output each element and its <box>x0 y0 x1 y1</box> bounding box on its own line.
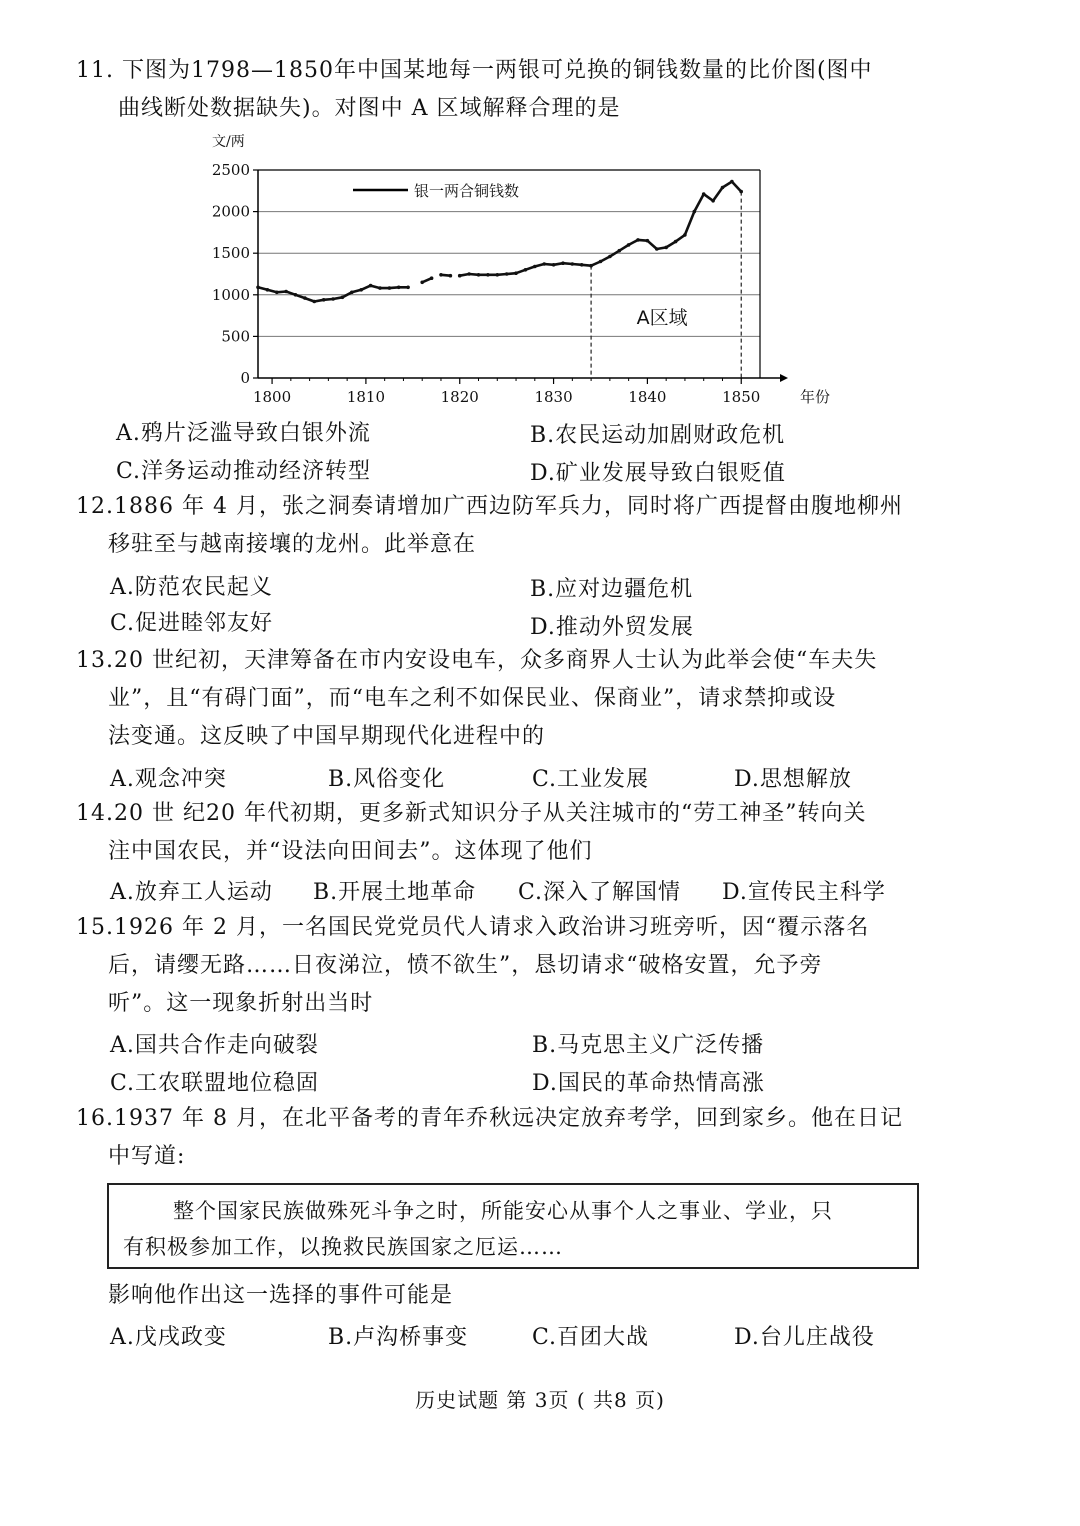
q16-stem-line1: 16.1937 年 8 月，在北平备考的青年乔秋远决定放弃考学，回到家乡。他在日记 <box>76 1106 903 1131</box>
y-tick-label: 2000 <box>211 202 250 221</box>
q14-stem-line2: 注中国农民，并“设法向田间去”。这体现了他们 <box>108 839 593 864</box>
data-point <box>275 291 279 295</box>
x-tick-label: 1820 <box>440 388 479 406</box>
data-point <box>542 262 546 266</box>
q15-option-c[interactable]: C.工农联盟地位稳固 <box>110 1071 320 1096</box>
region-label: A区域 <box>636 306 688 329</box>
x-tick-label: 1840 <box>628 388 667 406</box>
data-point <box>467 272 471 276</box>
q13-option-b[interactable]: B.风俗变化 <box>328 767 446 792</box>
data-point <box>284 290 288 294</box>
data-point <box>730 180 734 184</box>
q15-option-d[interactable]: D.国民的革命热情高涨 <box>532 1071 765 1096</box>
data-point <box>683 233 687 237</box>
q11-option-c[interactable]: C.洋务运动推动经济转型 <box>116 459 372 484</box>
q12-stem-line2: 移驻至与越南接壤的龙州。此举意在 <box>108 532 477 557</box>
x-tick-label: 1830 <box>534 388 573 406</box>
data-point <box>618 249 622 253</box>
data-point <box>739 190 743 194</box>
data-point <box>711 199 715 203</box>
q11-option-d[interactable]: D.矿业发展导致白银贬值 <box>530 461 786 486</box>
data-point <box>561 261 565 265</box>
q12-option-a[interactable]: A.防范农民起义 <box>110 575 273 600</box>
diary-quote-box <box>107 1183 919 1269</box>
q15-stem-line2: 后，请缨无路……日夜涕泣，愤不欲生”，恳切请求“破格安置，允予旁 <box>108 953 823 978</box>
q15-stem-line3: 听”。这一现象折射出当时 <box>108 991 374 1016</box>
x-axis-label: 年份 <box>800 388 831 406</box>
data-point <box>266 288 270 292</box>
q12-option-c[interactable]: C.促进睦邻友好 <box>110 611 274 636</box>
data-point <box>486 273 490 277</box>
data-point <box>449 274 453 278</box>
q16-option-d[interactable]: D.台儿庄战役 <box>734 1325 875 1350</box>
q13-option-a[interactable]: A.观念冲突 <box>110 767 227 792</box>
data-point <box>388 286 392 290</box>
data-point <box>458 274 462 278</box>
data-point <box>524 268 528 272</box>
q14-option-b[interactable]: B.开展土地革命 <box>313 880 477 905</box>
q13-option-c[interactable]: C.工业发展 <box>532 767 650 792</box>
y-tick-label: 1500 <box>211 244 250 263</box>
data-point <box>303 296 307 300</box>
data-point <box>580 263 584 267</box>
y-tick-label: 500 <box>221 327 250 346</box>
data-point <box>430 276 434 280</box>
x-tick-label: 1810 <box>346 388 386 406</box>
q11-option-b[interactable]: B.农民运动加剧财政危机 <box>530 423 786 448</box>
chart-svg <box>200 132 840 412</box>
data-point <box>331 297 335 301</box>
data-point <box>655 247 659 251</box>
q15-stem-line1: 15.1926 年 2 月，一名国民党党员代人请求入政治讲习班旁听，因“覆示落名 <box>76 915 870 940</box>
legend-label: 银一两合铜钱数 <box>414 182 520 200</box>
diary-quote-line1: 整个国家民族做殊死斗争之时，所能安心从事个人之事业、学业，只 <box>173 1199 833 1223</box>
x-tick-label: 1800 <box>252 388 292 406</box>
q11-stem-line1: 11. 下图为1798—1850年中国某地每一两银可兑换的铜钱数量的比价图(图中 <box>76 58 873 83</box>
data-point <box>721 186 725 190</box>
data-point <box>646 239 650 243</box>
data-point <box>294 293 298 297</box>
q15-option-a[interactable]: A.国共合作走向破裂 <box>110 1033 319 1058</box>
q14-option-c[interactable]: C.深入了解国情 <box>518 880 682 905</box>
q14-option-d[interactable]: D.宣传民主科学 <box>722 880 886 905</box>
data-point <box>477 273 481 277</box>
data-point <box>505 272 509 276</box>
data-point <box>420 281 424 285</box>
data-point <box>397 286 401 290</box>
q11-stem-line2: 曲线断处数据缺失)。对图中 A 区域解释合理的是 <box>118 96 621 121</box>
y-axis-label: 文/两 <box>212 134 245 150</box>
data-point <box>589 264 593 268</box>
silver-copper-chart <box>200 132 840 412</box>
data-point <box>406 286 410 290</box>
data-point <box>608 255 612 259</box>
data-point <box>496 273 500 277</box>
data-point <box>369 284 373 288</box>
q16-stem-line2: 中写道: <box>108 1144 186 1169</box>
data-point <box>514 271 518 275</box>
q16-option-b[interactable]: B.卢沟桥事变 <box>328 1325 469 1350</box>
data-point <box>313 300 317 304</box>
y-tick-label: 2500 <box>211 161 250 179</box>
q13-option-d[interactable]: D.思想解放 <box>734 767 852 792</box>
x-axis-arrow <box>780 374 788 382</box>
data-point <box>674 240 678 244</box>
q11-option-a[interactable]: A.鸦片泛滥导致白银外流 <box>116 421 371 446</box>
q14-option-a[interactable]: A.放弃工人运动 <box>110 880 273 905</box>
data-point <box>571 262 575 266</box>
data-point <box>627 243 631 247</box>
data-point <box>599 260 603 264</box>
data-point <box>378 286 382 290</box>
data-point <box>322 298 326 302</box>
q13-stem-line3: 法变通。这反映了中国早期现代化进程中的 <box>108 724 546 749</box>
q15-option-b[interactable]: B.马克思主义广泛传播 <box>532 1033 765 1058</box>
data-point <box>533 265 537 269</box>
data-point <box>552 263 556 267</box>
q16-option-c[interactable]: C.百团大战 <box>532 1325 650 1350</box>
data-point <box>439 273 443 277</box>
data-point <box>359 288 363 292</box>
page-footer: 历史试题 第 3页 ( 共8 页) <box>415 1388 665 1412</box>
x-tick-label: 1850 <box>722 388 761 406</box>
q12-stem-line1: 12.1886 年 4 月，张之洞奏请增加广西边防军兵力，同时将广西提督由腹地柳州 <box>76 494 903 519</box>
data-point <box>350 291 354 295</box>
data-point <box>256 286 260 290</box>
data-point <box>702 192 706 196</box>
y-tick-label: 0 <box>240 369 250 387</box>
q16-option-a[interactable]: A.戊戌政变 <box>110 1325 227 1350</box>
q14-stem-line1: 14.20 世 纪20 年代初期，更多新式知识分子从关注城市的“劳工神圣”转向关 <box>76 801 867 826</box>
data-point <box>341 296 345 300</box>
q16-stem-line3: 影响他作出这一选择的事件可能是 <box>108 1283 454 1308</box>
data-point <box>664 246 668 250</box>
q13-stem-line1: 13.20 世纪初，天津筹备在市内安设电车，众多商界人士认为此举会使“车夫失 <box>76 648 878 673</box>
q12-option-b[interactable]: B.应对边疆危机 <box>530 577 694 602</box>
data-point <box>636 238 640 242</box>
q13-stem-line2: 业”，且“有碍门面”，而“电车之利不如保民业、保商业”，请求禁抑或设 <box>108 686 837 711</box>
y-tick-label: 1000 <box>211 285 250 304</box>
diary-quote-line2: 有积极参加工作，以挽救民族国家之厄运…… <box>123 1235 563 1259</box>
data-point <box>693 210 697 214</box>
q12-option-d[interactable]: D.推动外贸发展 <box>530 615 694 640</box>
